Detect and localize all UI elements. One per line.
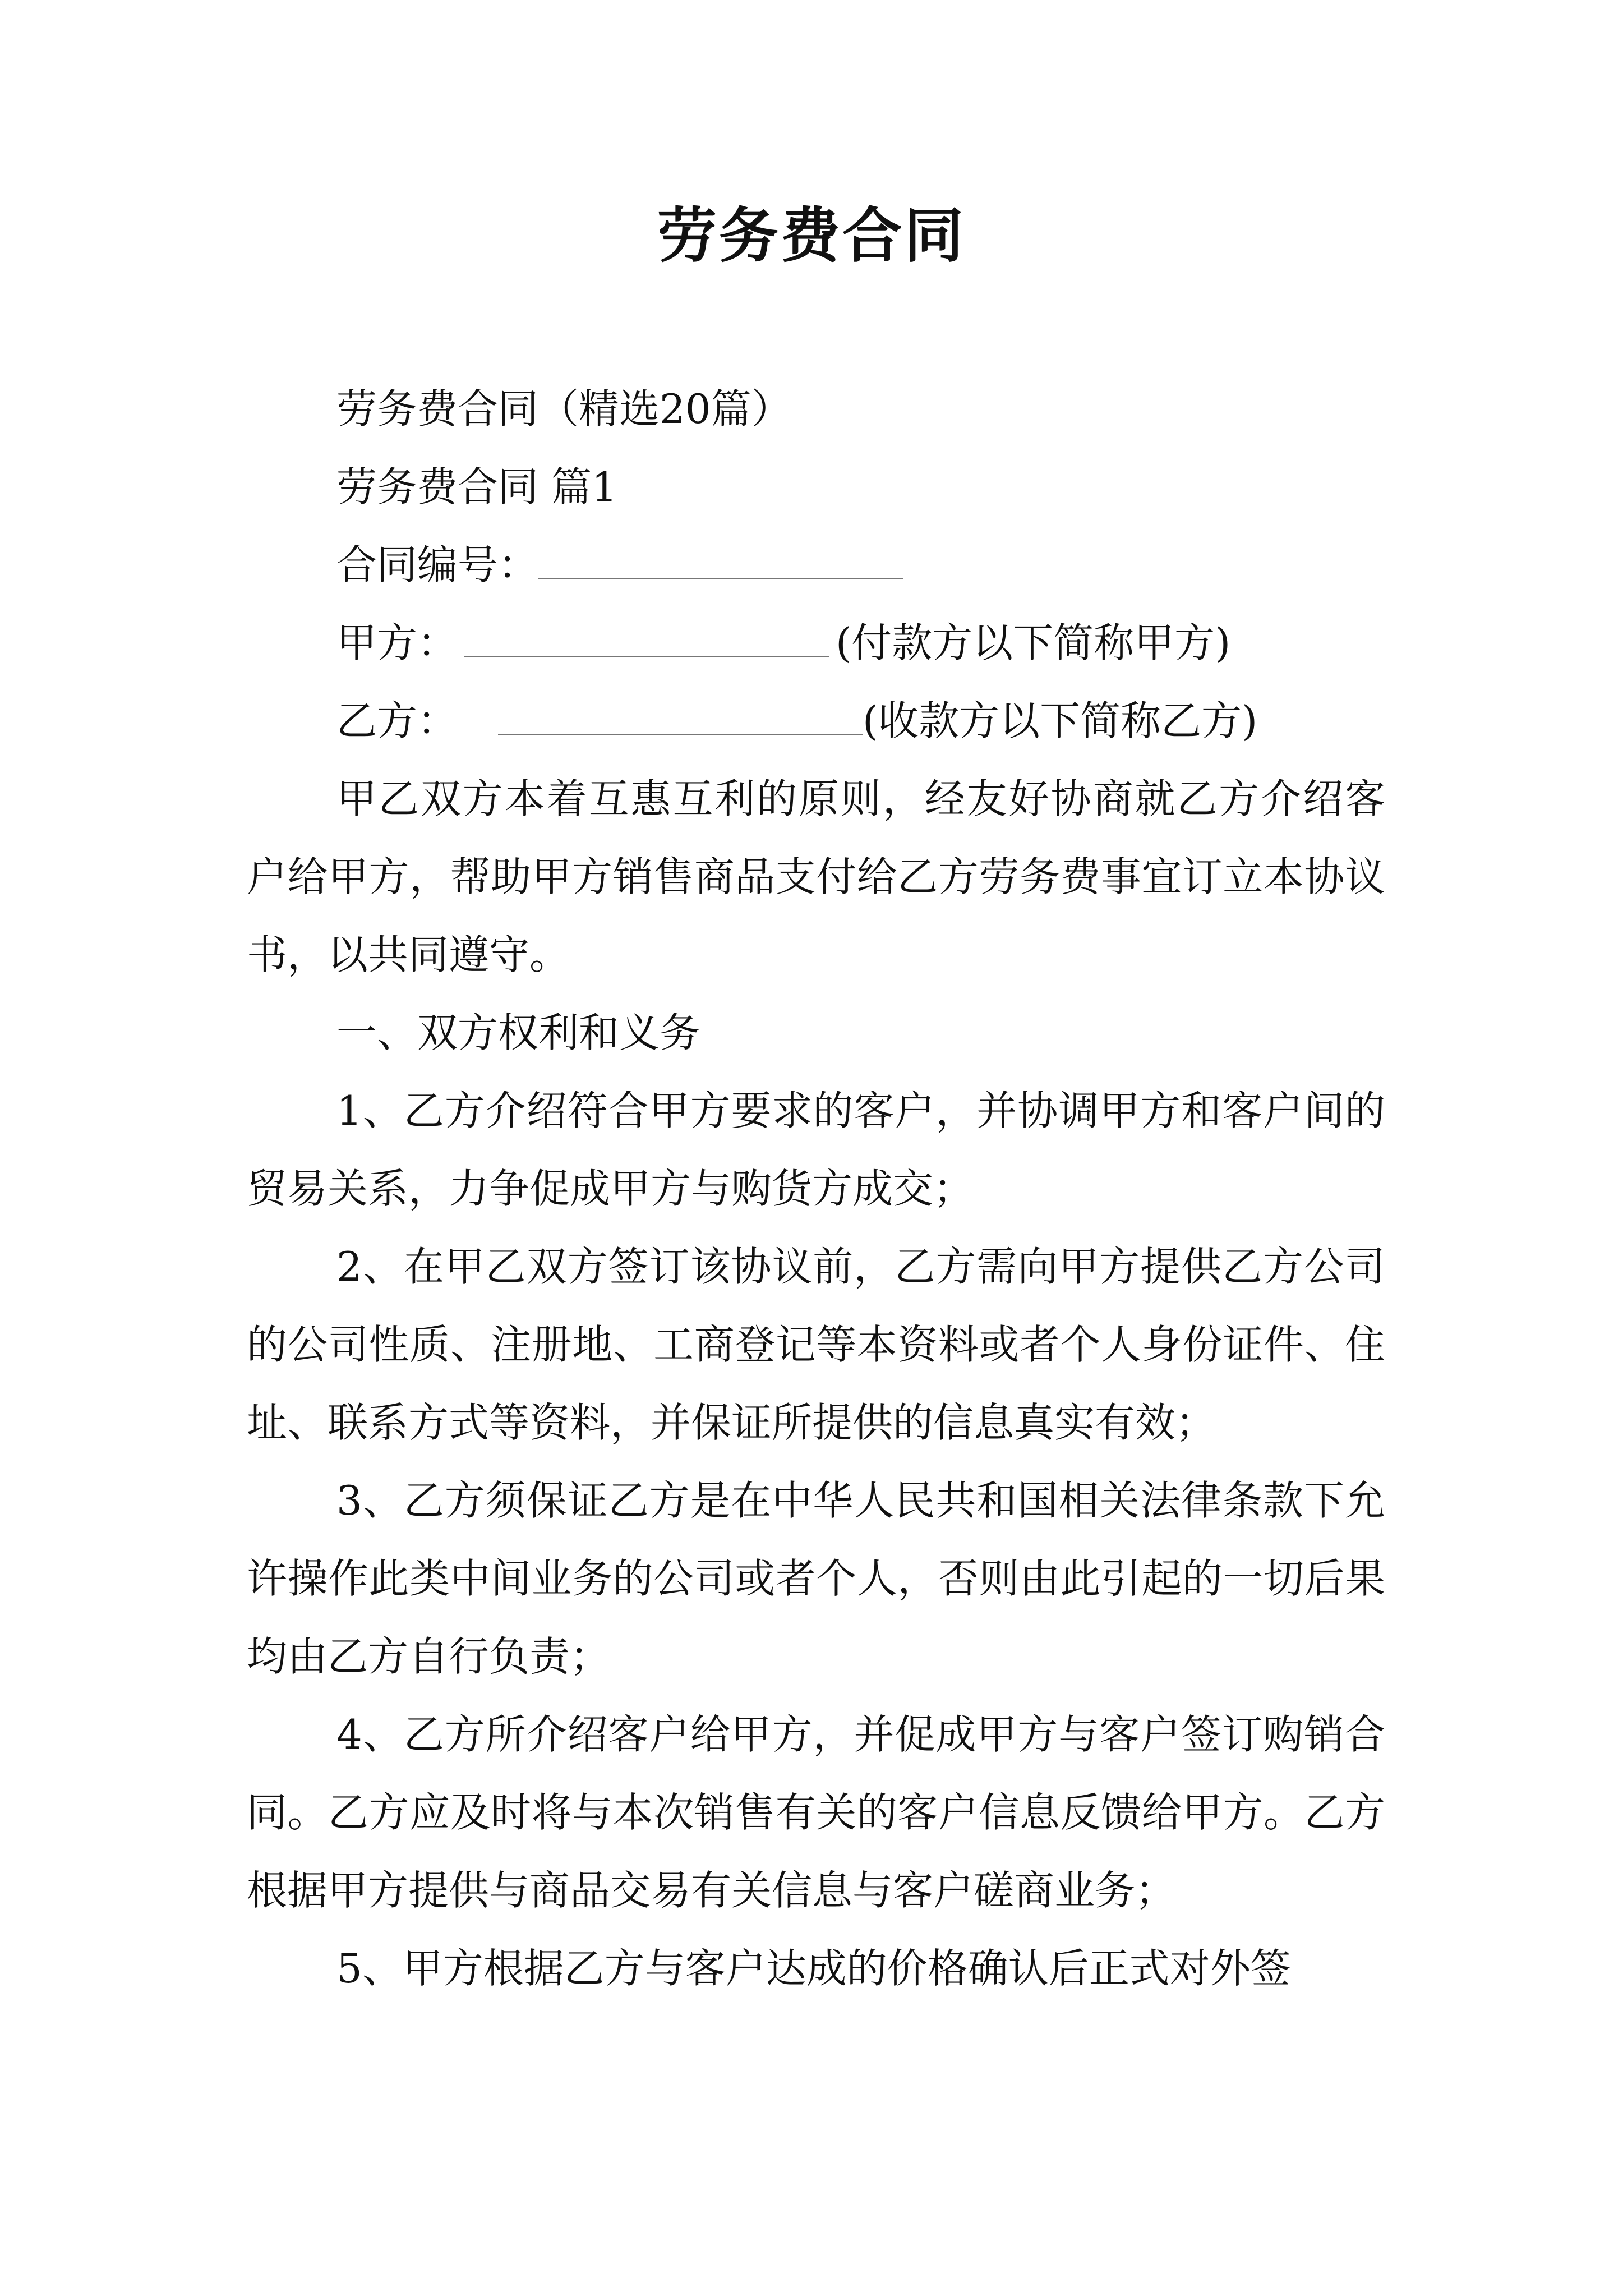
contract-number-label: 合同编号： [336,541,539,588]
party-a-note: (付款方以下简称甲方) [836,619,1231,666]
document-title: 劳务费合同 [657,200,966,270]
party-a-label: 甲方： [336,619,458,666]
party-b-note: (收款方以下简称乙方) [863,697,1258,744]
document-subtitle: 劳务费合同（精选20篇） [336,385,792,432]
contract-number-row [247,526,1385,604]
contract-number-blank [538,543,903,579]
party-a-row [247,604,1385,682]
party-b-blank [498,699,863,735]
clause-paragraph: 5、甲方根据乙方与客户达成的价格确认后正式对外签 [336,1945,1291,1992]
clause-paragraph: 2、在甲乙双方签订该协议前，乙方需向甲方提供乙方公司的公司性质、注册地、工商登记等本资料或者个人身份证件、住址、联系方式等资料，并保证所提供的信息真实有效； [247,1243,1385,1446]
clause-heading: 一、双方权利和义务 [336,1009,700,1056]
clause-paragraph: 3、乙方须保证乙方是在中华人民共和国相关法律条款下允许操作此类中间业务的公司或者个人，否则由此引起的一切后果均由乙方自行负责； [247,1477,1385,1680]
party-b-row [247,682,1385,760]
section-heading: 劳务费合同 篇1 [336,463,617,510]
clause-paragraph: 4、乙方所介绍客户给甲方，并促成甲方与客户签订购销合同。乙方应及时将与本次销售有关的客户信息反馈给甲方。乙方根据甲方提供与商品交易有关信息与客户磋商业务； [247,1711,1385,1914]
party-a-blank [464,621,829,657]
intro-paragraph: 甲乙双方本着互惠互利的原则，经友好协商就乙方介绍客户给甲方，帮助甲方销售商品支付给乙方劳务费事宜订立本协议书，以共同遵守。 [247,775,1385,978]
party-b-label: 乙方： [336,697,458,744]
document-body [247,370,1385,2008]
clause-paragraph: 1、乙方介绍符合甲方要求的客户，并协调甲方和客户间的贸易关系，力争促成甲方与购货方成交； [247,1087,1385,1212]
